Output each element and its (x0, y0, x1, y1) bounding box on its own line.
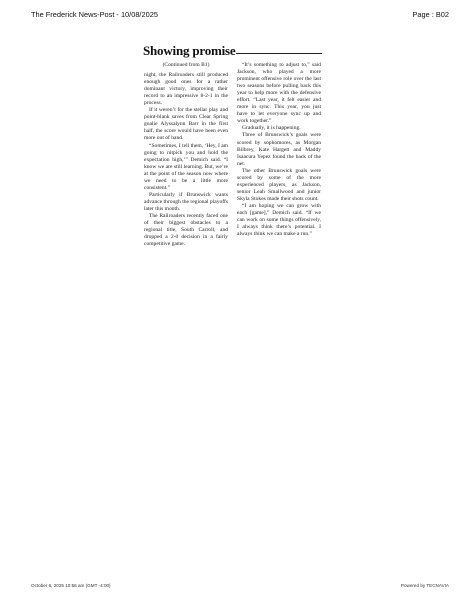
article-headline: Showing promise (143, 43, 236, 58)
paragraph: “I am hoping we can grow with each [game],” Demich said. “If we can work on some things offensively, I always think there’s potential. I always think we can make a run.” (237, 202, 321, 238)
paragraph: Gradually, it is happening. (242, 125, 301, 132)
article-column-2 (237, 62, 321, 238)
page-number: Page : B02 (412, 10, 449, 19)
paragraph: Three of Brunswick’s goals were scored by sophomores, as Morgan Bilbrey, Kate Hargett and Maddy Isaacura Yepez found the back of the net. (237, 132, 321, 167)
print-timestamp: October 6, 2025 10:56 am (GMT -4:00) (31, 583, 111, 588)
paragraph: The other Brunswick goals were scored by some of the more experienced players, as Jackson, senior Leah Smallwood and junior Skyla Stokes made their shots count. (237, 167, 321, 202)
paragraph: “Sometimes, I tell them, ‘Hey, I am going to nitpick you and hold the expectation high,’” Demich said. “I know we are still learning. But, we’re at the point of the season now where we need to be a little more consistent.” (144, 142, 228, 191)
publication-date: The Frederick News-Post - 10/08/2025 (31, 10, 158, 19)
paragraph: If it weren’t for the stellar play and point-blank saves from Clear Spring goalie Alyssalynn Barr in the first half, the score would have been even more out of hand. (144, 107, 228, 142)
headline-rule (236, 53, 322, 54)
paragraph: night, the Railroaders still produced enough good ones for a rather dominant victory, improving their record to an impressive 8-2-1 in the process. (144, 72, 228, 107)
article-column-1 (144, 62, 228, 248)
jump-line: (Continued from B1) (162, 62, 210, 68)
paragraph: The Railroaders recently faced one of their biggest obstacles to a regional title, South Carroll, and dropped a 2-0 decision in a fairly competitive game. (144, 212, 228, 248)
paragraph: “It’s something to adjust to,” said Jackson, who played a more prominent offensive role over the last two seasons before pulling back this year to help more with the defensive effort. “Last year, it felt easier and more in sync. This year, you just have to let everyone sync up and work together.” (237, 62, 321, 125)
paragraph: Particularly if Brunswick wants advance through the regional playoffs later this month. (144, 191, 228, 212)
powered-by-credit: Powered by TECNAVIA (400, 583, 449, 588)
